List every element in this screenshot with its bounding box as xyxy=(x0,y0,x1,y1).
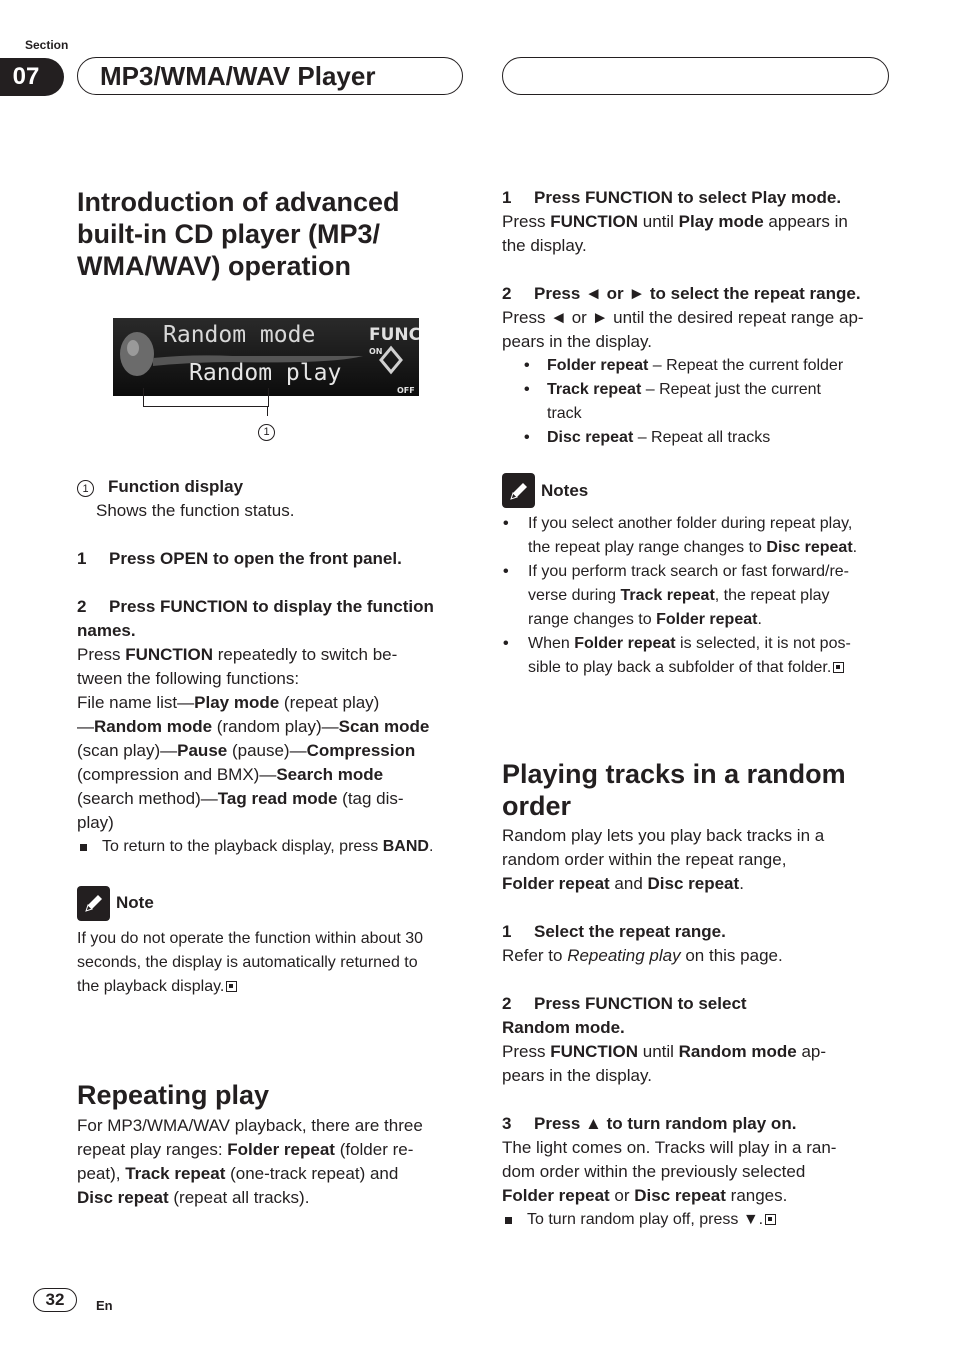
section-number-badge: 07 xyxy=(0,58,64,96)
random-heading: Playing tracks in a random order xyxy=(502,759,846,821)
random-step-2-body: Press FUNCTION until Random mode ap- pears in the display. xyxy=(502,1042,827,1085)
pen-icon xyxy=(77,886,110,921)
list-item: • Disc repeat – Repeat all tracks xyxy=(502,426,892,450)
right-column xyxy=(502,186,892,1232)
repeat-range-list xyxy=(502,354,892,450)
notes-list xyxy=(502,512,892,680)
page-number: 32 xyxy=(33,1288,77,1312)
intro-step-1: 1 Press OPEN to open the front panel. xyxy=(77,548,402,568)
disc-icon xyxy=(120,332,154,376)
notes-heading: Notes xyxy=(502,473,892,508)
function-display-desc: Shows the function status. xyxy=(96,500,295,520)
header-blank-box xyxy=(502,57,889,95)
function-display-image xyxy=(113,318,419,396)
display-line1: Random mode xyxy=(163,322,316,348)
repeat-step-1: 1 Press FUNCTION to select Play mode. xyxy=(502,188,842,207)
return-note: To return to the playback display, press BAND. xyxy=(77,835,465,859)
section-label: Section xyxy=(25,38,69,52)
end-mark-icon xyxy=(765,1214,776,1225)
random-step-1: 1 Select the repeat range. xyxy=(502,922,726,941)
display-line2: Random play xyxy=(189,360,342,386)
chapter-title: MP3/WMA/WAV Player xyxy=(77,57,463,95)
intro-step-2: 2 Press FUNCTION to display the function names. xyxy=(77,596,434,640)
note-body: If you do not operate the function within about 30 seconds, the display is automatically returned to the playback display. xyxy=(77,929,424,995)
display-screen xyxy=(113,318,419,396)
list-item: • When Folder repeat is selected, it is not pos- sible to play back a subfolder of that folder. xyxy=(502,632,892,680)
function-display-label: 1 Function display xyxy=(77,475,465,499)
list-item: • If you perform track search or fast forward/re- verse during Track repeat, the repeat play range changes to Folder repeat. xyxy=(502,560,892,632)
svg-text:OFF: OFF xyxy=(397,386,415,395)
intro-heading: Introduction of advanced built-in CD player (MP3/ WMA/WAV) operation xyxy=(77,187,400,281)
pen-icon xyxy=(502,473,535,508)
random-step-2: 2 Press FUNCTION to select Random mode. xyxy=(502,994,747,1037)
list-item: • Folder repeat – Repeat the current folder xyxy=(502,354,892,378)
svg-text:ON: ON xyxy=(369,347,383,356)
random-step-3-body: The light comes on. Tracks will play in a ran- dom order within the previously selected Folder repeat or Disc repeat ranges. xyxy=(502,1138,837,1205)
end-mark-icon xyxy=(833,662,844,673)
list-item: • Track repeat – Repeat just the current track xyxy=(502,378,892,426)
list-item: • If you select another folder during repeat play, the repeat play range changes to Disc repeat. xyxy=(502,512,892,560)
note-heading: Note xyxy=(77,886,465,921)
repeat-step-2-body: Press ◄ or ► until the desired repeat range ap- pears in the display. xyxy=(502,308,864,351)
callout-bracket xyxy=(143,388,269,407)
random-step-1-body: Refer to Repeating play on this page. xyxy=(502,946,783,965)
random-intro: Random play lets you play back tracks in a random order within the repeat range, Folder repeat and Disc repeat. xyxy=(502,826,825,893)
repeating-heading: Repeating play xyxy=(77,1079,270,1110)
intro-body: Press FUNCTION repeatedly to switch be- tween the following functions: File name list—Play mode (repeat play) —Random mode (random play)—Scan mode (scan play)—Pause (pause)—Compression (compression and BMX)—Search mode (search method)—Tag read mode (tag dis- play) xyxy=(77,644,430,832)
end-mark-icon xyxy=(226,981,237,992)
display-func-tag: FUNC xyxy=(369,325,419,345)
left-column xyxy=(77,186,465,1210)
random-off-note: To turn random play off, press ▼. xyxy=(502,1208,892,1232)
language-label: En xyxy=(96,1298,113,1313)
repeat-step-1-body: Press FUNCTION until Play mode appears in the display. xyxy=(502,212,848,255)
random-step-3: 3 Press ▲ to turn random play on. xyxy=(502,1114,797,1133)
callout-number: 1 xyxy=(258,424,275,441)
repeating-body: For MP3/WMA/WAV playback, there are three repeat play ranges: Folder repeat (folder re- peat), Track repeat (one-track repeat) and Disc repeat (repeat all tracks). xyxy=(77,1115,423,1207)
repeat-step-2: 2 Press ◄ or ► to select the repeat range. xyxy=(502,284,861,303)
